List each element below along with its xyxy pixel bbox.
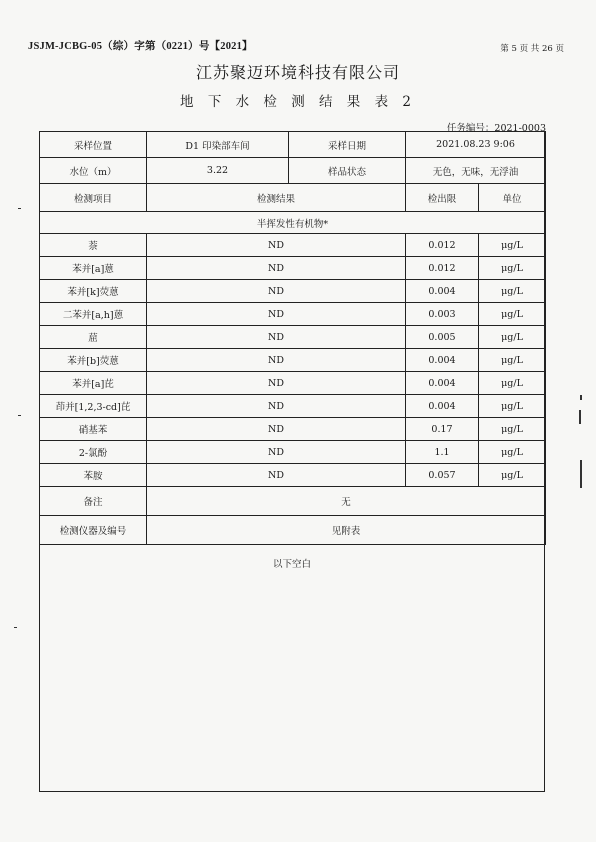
info-row-location — [40, 132, 546, 158]
row-limit: 0.17 — [406, 418, 479, 441]
margin-tick — [18, 208, 21, 209]
row-item: 苯并[a]蒽 — [40, 257, 147, 280]
margin-tick — [18, 415, 21, 416]
location-value: D1 印染部车间 — [147, 132, 289, 158]
table-row — [40, 303, 546, 326]
table-row — [40, 464, 546, 487]
remarks-row — [40, 487, 546, 516]
remarks-label: 备注 — [40, 487, 147, 516]
instrument-row — [40, 516, 546, 545]
row-result: ND — [147, 326, 406, 349]
row-limit: 0.004 — [406, 372, 479, 395]
scan-mark — [579, 410, 581, 424]
row-limit: 0.005 — [406, 326, 479, 349]
row-result: ND — [147, 372, 406, 395]
scan-mark — [580, 460, 582, 488]
section-row — [40, 212, 546, 234]
row-result: ND — [147, 280, 406, 303]
row-item: 茚并[1,2,3-cd]芘 — [40, 395, 147, 418]
table-row — [40, 234, 546, 257]
row-unit: μg/L — [479, 326, 546, 349]
below-blank-note: 以下空白 — [272, 559, 311, 570]
date-value: 2021.08.23 9:06 — [406, 132, 546, 158]
row-item: 硝基苯 — [40, 418, 147, 441]
row-result: ND — [147, 418, 406, 441]
row-result: ND — [147, 441, 406, 464]
col-limit-header: 检出限 — [406, 184, 479, 212]
row-item: 2-氯酚 — [40, 441, 147, 464]
row-item: 萘 — [40, 234, 147, 257]
row-result: ND — [147, 303, 406, 326]
row-limit: 1.1 — [406, 441, 479, 464]
table-row — [40, 418, 546, 441]
row-result: ND — [147, 464, 406, 487]
table-row — [40, 395, 546, 418]
row-result: ND — [147, 257, 406, 280]
row-unit: μg/L — [479, 441, 546, 464]
row-unit: μg/L — [479, 395, 546, 418]
row-item: 苯并[a]芘 — [40, 372, 147, 395]
date-label: 采样日期 — [289, 132, 406, 158]
table-row — [40, 372, 546, 395]
col-item-header: 检测项目 — [40, 184, 147, 212]
col-result-header: 检测结果 — [147, 184, 406, 212]
row-limit: 0.003 — [406, 303, 479, 326]
row-unit: μg/L — [479, 280, 546, 303]
margin-tick — [14, 627, 17, 628]
row-limit: 0.004 — [406, 280, 479, 303]
row-unit: μg/L — [479, 372, 546, 395]
info-row-water — [40, 158, 546, 184]
table-row — [40, 349, 546, 372]
row-item: 苯胺 — [40, 464, 147, 487]
report-title: 地 下 水 检 测 结 果 表 2 — [180, 94, 416, 110]
row-item: 䓛 — [40, 326, 147, 349]
water-level-value: 3.22 — [147, 158, 289, 184]
row-result: ND — [147, 234, 406, 257]
row-limit: 0.057 — [406, 464, 479, 487]
row-limit: 0.004 — [406, 395, 479, 418]
sample-state-label: 样品状态 — [289, 158, 406, 184]
table-row — [40, 257, 546, 280]
row-unit: μg/L — [479, 464, 546, 487]
instrument-label: 检测仪器及编号 — [40, 516, 147, 545]
instrument-value: 见附表 — [147, 516, 546, 545]
remarks-value: 无 — [147, 487, 546, 516]
row-unit: μg/L — [479, 418, 546, 441]
document-code: JSJM-JCBG-05（综）字第（0221）号【2021】 — [28, 41, 253, 52]
row-item: 二苯并[a,h]蒽 — [40, 303, 147, 326]
table-row — [40, 326, 546, 349]
page-number: 第 5 页 共 26 页 — [500, 44, 564, 54]
table-row — [40, 441, 546, 464]
row-result: ND — [147, 395, 406, 418]
location-label: 采样位置 — [40, 132, 147, 158]
row-item: 苯并[b]荧蒽 — [40, 349, 147, 372]
section-title: 半挥发性有机物* — [40, 212, 546, 234]
row-result: ND — [147, 349, 406, 372]
table-row — [40, 280, 546, 303]
row-unit: μg/L — [479, 257, 546, 280]
sample-state-value: 无色，无味，无浮油 — [406, 158, 546, 184]
row-item: 苯并[k]荧蒽 — [40, 280, 147, 303]
results-table — [39, 131, 546, 545]
company-name: 江苏聚迈环境科技有限公司 — [195, 63, 400, 82]
col-unit-header: 单位 — [479, 184, 546, 212]
scan-mark — [580, 395, 582, 400]
row-limit: 0.004 — [406, 349, 479, 372]
row-unit: μg/L — [479, 349, 546, 372]
task-number: 任务编号：2021-0003 — [446, 123, 546, 134]
row-limit: 0.012 — [406, 234, 479, 257]
water-level-label: 水位（m） — [40, 158, 147, 184]
row-limit: 0.012 — [406, 257, 479, 280]
column-header-row — [40, 184, 546, 212]
row-unit: μg/L — [479, 234, 546, 257]
row-unit: μg/L — [479, 303, 546, 326]
